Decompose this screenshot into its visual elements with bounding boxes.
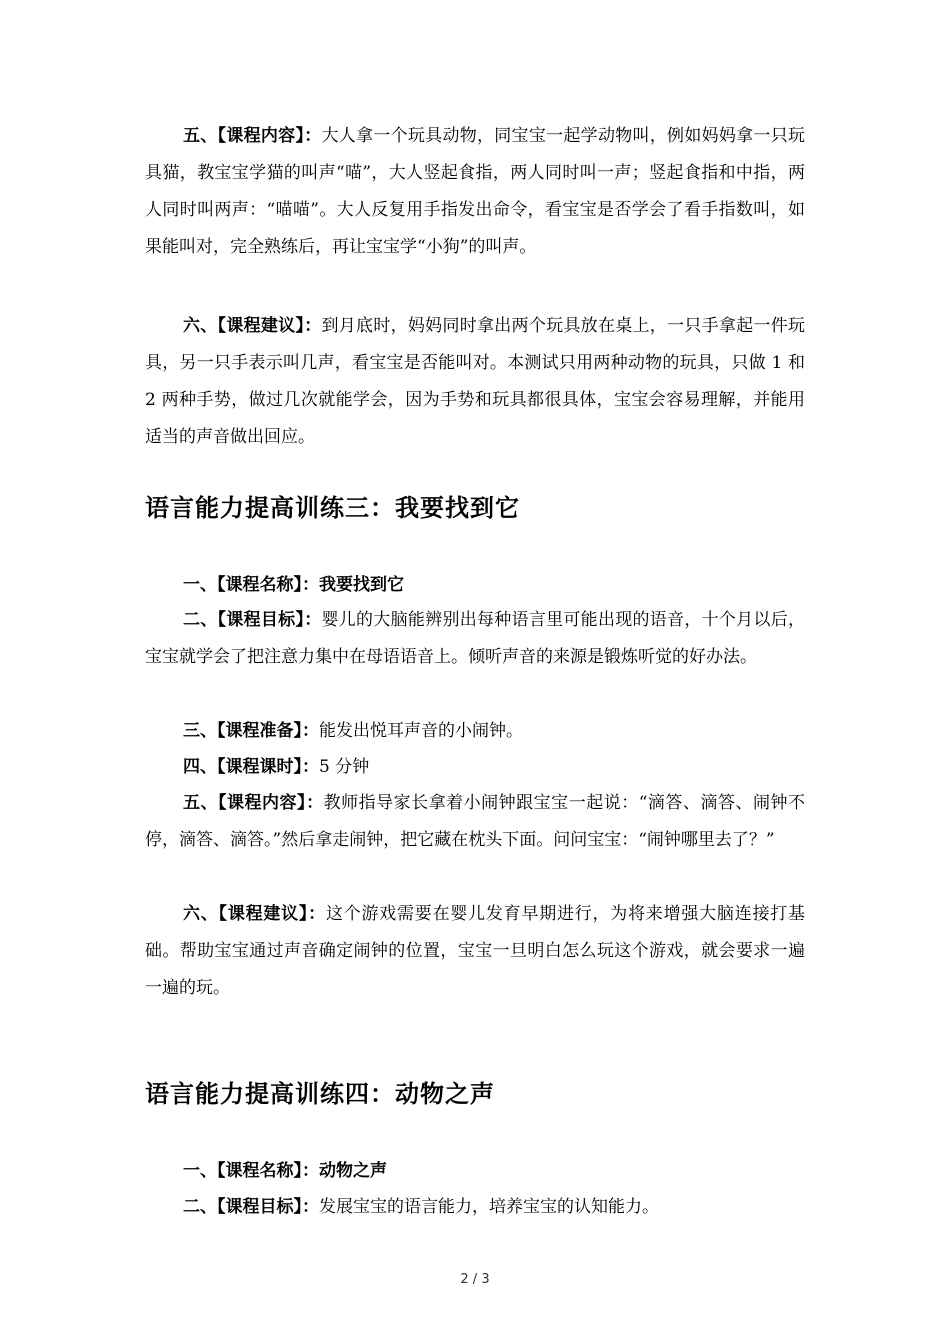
lesson-3-goal-text: 婴儿的大脑能辨别出每种语言里可能出现的语音，十个月以后，宝宝就学会了把注意力集中在母语语音上。倾听声音的来源是锻炼听觉的好办法。 bbox=[145, 610, 805, 667]
lesson-3-goal-label: 二、【课程目标】： bbox=[183, 610, 322, 630]
lesson-4-goal-text: 发展宝宝的语言能力，培养宝宝的认知能力。 bbox=[319, 1197, 659, 1217]
lesson-3-time-item bbox=[183, 749, 369, 786]
lesson-3-goal-paragraph bbox=[145, 602, 805, 676]
section-5-label: 五、【课程内容】： bbox=[183, 126, 322, 146]
lesson-3-content-text: 教师指导家长拿着小闹钟跟宝宝一起说：“滴答、滴答、闹钟不停，滴答、滴答。”然后拿走闹钟，把它藏在枕头下面。问问宝宝：“闹钟哪里去了？” bbox=[145, 793, 805, 850]
lesson-4-name-item bbox=[183, 1153, 387, 1190]
lesson-3-prep-label: 三、【课程准备】： bbox=[183, 721, 319, 741]
page-number: 2 / 3 bbox=[460, 1272, 490, 1287]
section-5-text: 大人拿一个玩具动物，同宝宝一起学动物叫，例如妈妈拿一只玩具猫，教宝宝学猫的叫声“喵”，大人竖起食指，两人同时叫一声；竖起食指和中指，两人同时叫两声：“喵喵”。大人反复用手指发出命令，看宝宝是否学会了看手指数叫，如果能叫对，完全熟练后，再让宝宝学“小狗”的叫声。 bbox=[145, 126, 805, 257]
section-5-paragraph bbox=[145, 118, 805, 266]
lesson-3-advice-paragraph bbox=[145, 896, 805, 1007]
lesson-4-name-value: 动物之声 bbox=[319, 1161, 387, 1181]
section-6-paragraph bbox=[145, 308, 805, 456]
lesson-3-time-label: 四、【课程课时】： bbox=[183, 757, 319, 777]
section-6-label: 六、【课程建议】： bbox=[183, 316, 322, 336]
lesson-3-name-item bbox=[183, 567, 404, 604]
lesson-4-name-label: 一、【课程名称】： bbox=[183, 1161, 319, 1181]
lesson-3-content-label: 五、【课程内容】： bbox=[183, 793, 324, 813]
lesson-3-prep-text: 能发出悦耳声音的小闹钟。 bbox=[319, 721, 523, 741]
lesson-4-heading: 语言能力提高训练四：动物之声 bbox=[145, 1080, 495, 1108]
lesson-3-prep-item bbox=[183, 713, 523, 750]
lesson-3-name-label: 一、【课程名称】： bbox=[183, 575, 319, 595]
lesson-4-goal-label: 二、【课程目标】： bbox=[183, 1197, 319, 1217]
lesson-3-time-text: 5 分钟 bbox=[319, 757, 370, 777]
lesson-3-advice-label: 六、【课程建议】： bbox=[183, 904, 326, 924]
lesson-3-content-paragraph bbox=[145, 785, 805, 859]
lesson-3-name-value: 我要找到它 bbox=[319, 575, 404, 595]
section-6-text: 到月底时，妈妈同时拿出两个玩具放在桌上，一只手拿起一件玩具，另一只手表示叫几声，看宝宝是否能叫对。本测试只用两种动物的玩具，只做 1 和 2 两种手势，做过几次就能学会，因为手势和玩具都很具体，宝宝会容易理解，并能用适当的声音做出回应。 bbox=[145, 316, 805, 447]
lesson-4-goal-item bbox=[183, 1189, 659, 1226]
lesson-3-advice-text: 这个游戏需要在婴儿发育早期进行，为将来增强大脑连接打基础。帮助宝宝通过声音确定闹钟的位置，宝宝一旦明白怎么玩这个游戏，就会要求一遍一遍的玩。 bbox=[145, 904, 806, 998]
lesson-3-heading: 语言能力提高训练三：我要找到它 bbox=[145, 494, 520, 522]
